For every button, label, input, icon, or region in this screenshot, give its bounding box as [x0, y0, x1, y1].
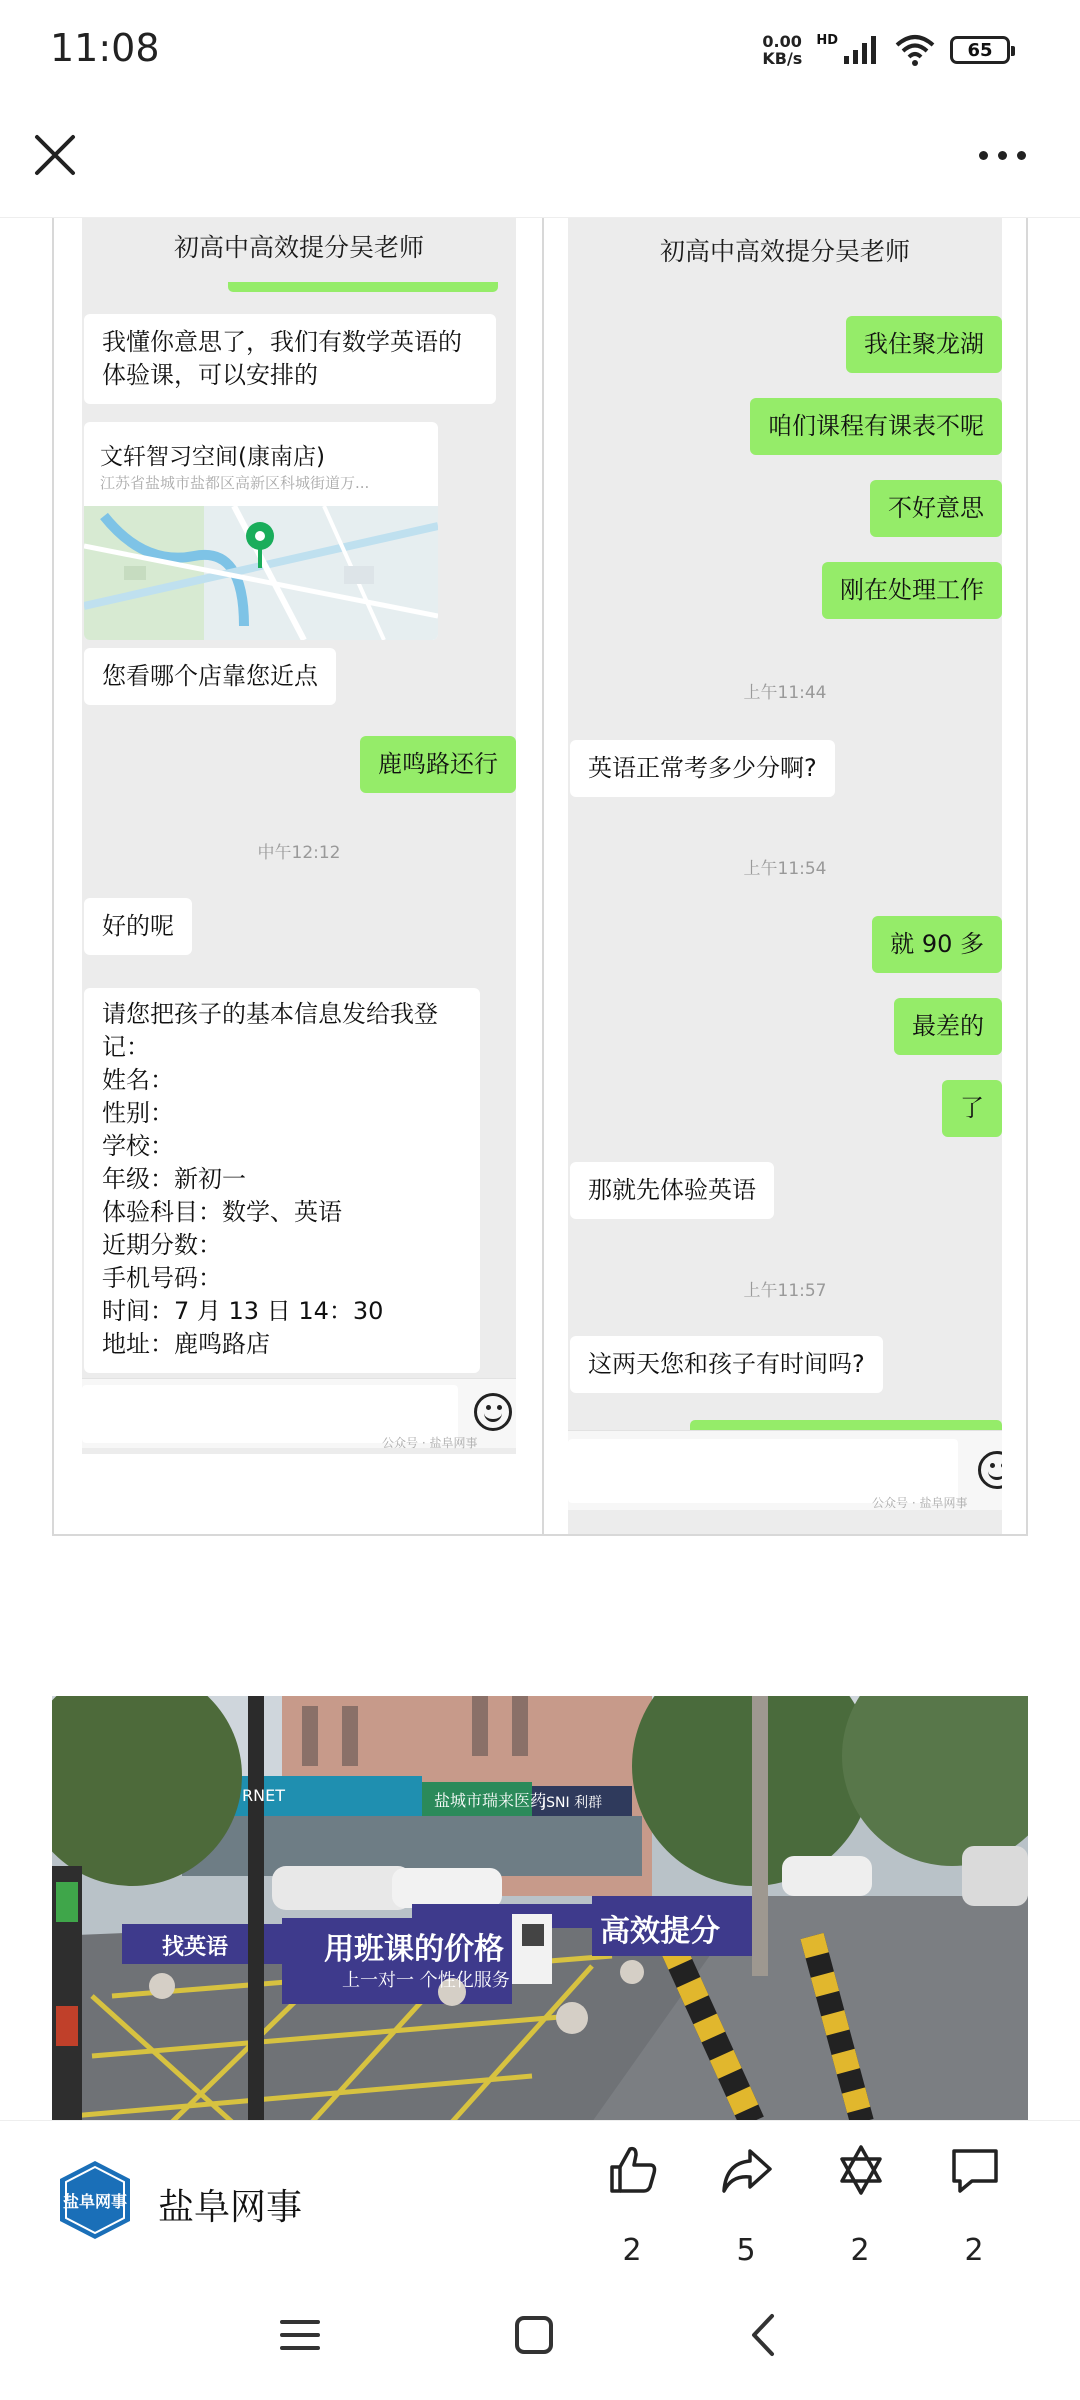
banner-right-text: 高效提分	[600, 1914, 720, 1949]
bubble-line: 学校：	[102, 1132, 174, 1160]
account-avatar[interactable]	[54, 2159, 136, 2241]
wifi-icon	[894, 33, 936, 67]
banner-left-subtext: 上一对一 个性化服务	[342, 1970, 510, 1991]
hexagram-favorite-icon	[834, 2143, 888, 2197]
chat-bubble-partial	[690, 1420, 1002, 1430]
more-options-button[interactable]	[972, 140, 1032, 170]
chat-timestamp: 上午11:44	[743, 683, 827, 703]
network-speed-value: 0.00	[762, 32, 802, 51]
chat-title: 初高中高效提分吴老师	[659, 237, 910, 266]
bubble-line: 姓名：	[102, 1066, 174, 1094]
network-speed-unit: KB/s	[762, 49, 803, 68]
street-photo[interactable]	[52, 1696, 1028, 2122]
shop-sign-rnet: RNET	[242, 1786, 285, 1805]
chat-screenshot-right	[568, 218, 1002, 1534]
emoji-icon	[978, 1451, 1002, 1489]
comment-button[interactable]	[934, 2143, 1014, 2273]
chat-bubble-partial	[228, 282, 498, 292]
chat-bubble-incoming	[84, 314, 496, 404]
home-square-icon	[504, 2310, 564, 2360]
network-speed	[762, 33, 802, 67]
chat-bubble-outgoing: 了	[942, 1080, 1002, 1137]
chat-timestamp: 上午11:54	[743, 859, 827, 879]
account-logo-text: 盐阜网事	[62, 2192, 127, 2211]
top-app-bar	[0, 100, 1080, 218]
watermark: 公众号 · 盐阜网事	[382, 1436, 478, 1450]
location-pin-icon	[244, 520, 276, 570]
back-nav-button[interactable]	[736, 2310, 796, 2360]
battery-level: 65	[967, 39, 993, 61]
bubble-line: 请您把孩子的基本信息发给我登	[102, 1000, 438, 1028]
location-address: 江苏省盐城市盐都区高新区科城街道万...	[100, 474, 370, 492]
panel-divider	[542, 218, 544, 1534]
bubble-line: 体验课，可以安排的	[102, 361, 318, 389]
share-arrow-icon	[720, 2143, 774, 2197]
bubble-line: 时间：7 月 13 日 14：30	[102, 1297, 384, 1325]
bubble-line: 我懂你意思了，我们有数学英语的	[102, 328, 462, 356]
bubble-line: 记：	[102, 1033, 150, 1061]
bubble-line: 地址：鹿鸣路店	[102, 1330, 270, 1358]
chat-bubble-incoming: 好的呢	[84, 898, 192, 955]
chat-timestamp: 中午12:12	[257, 843, 341, 863]
bubble-line: 年级：新初一	[102, 1165, 246, 1193]
emoji-icon	[474, 1393, 512, 1431]
chat-timestamp: 上午11:57	[743, 1281, 827, 1301]
like-button[interactable]	[592, 2143, 672, 2273]
chat-bubble-incoming: 英语正常考多少分啊?	[570, 740, 835, 797]
more-dot	[998, 151, 1007, 160]
chat-title: 初高中高效提分吴老师	[173, 233, 424, 262]
chat-bubble-outgoing: 就 90 多	[872, 916, 1002, 973]
chat-bubble-outgoing: 鹿鸣路还行	[360, 736, 516, 793]
shop-sign-jsni: JSNI 利群	[542, 1795, 603, 1811]
favorite-button[interactable]	[820, 2143, 900, 2273]
shop-sign-pharmacy: 盐城市瑞来医药	[434, 1791, 547, 1810]
status-indicators	[762, 30, 1010, 70]
back-chevron-icon	[736, 2310, 796, 2360]
thumbs-up-icon	[606, 2143, 660, 2197]
bubble-line: 近期分数：	[102, 1231, 222, 1259]
share-count: 5	[736, 2233, 756, 2268]
chat-screenshot-left	[82, 218, 516, 1534]
chat-bubble-incoming: 这两天您和孩子有时间吗?	[570, 1336, 883, 1393]
bubble-line: 性别：	[102, 1099, 174, 1127]
chat-bubble-incoming: 您看哪个店靠您近点	[84, 648, 336, 705]
chat-bubble-outgoing: 我住聚龙湖	[846, 316, 1002, 373]
bubble-line: 手机号码：	[102, 1264, 222, 1292]
menu-lines-icon	[270, 2310, 330, 2360]
chat-bubble-incoming	[84, 988, 480, 1373]
chat-bubble-outgoing: 咱们课程有课表不呢	[750, 398, 1002, 455]
chat-screenshots-image[interactable]	[52, 218, 1028, 1536]
status-time: 11:08	[50, 26, 160, 70]
menu-nav-button[interactable]	[270, 2310, 330, 2360]
account-name[interactable]: 盐阜网事	[158, 2187, 303, 2228]
watermark: 公众号 · 盐阜网事	[872, 1496, 968, 1510]
chat-bubble-outgoing: 最差的	[894, 998, 1002, 1055]
hd-label: HD	[816, 32, 838, 48]
location-name: 文轩智习空间(康南店)	[100, 444, 325, 470]
bubble-line: 体验科目：数学、英语	[102, 1198, 342, 1226]
share-button[interactable]	[706, 2143, 786, 2273]
comment-count: 2	[964, 2233, 984, 2268]
location-card	[84, 422, 438, 640]
status-bar	[0, 0, 1080, 96]
street-scene-illustration	[52, 1696, 1028, 2122]
like-count: 2	[622, 2233, 642, 2268]
comment-bubble-icon	[948, 2143, 1002, 2197]
more-dots-icon	[979, 151, 988, 160]
banner-left-text: 用班课的价格	[324, 1932, 504, 1967]
close-button[interactable]	[28, 128, 82, 182]
system-navigation-bar	[0, 2290, 1080, 2400]
chat-screenshot-bottom	[82, 1454, 516, 1534]
more-dot	[1017, 151, 1026, 160]
signal-icon	[842, 34, 880, 66]
banner-far-left: 找英语	[162, 1935, 229, 1960]
chat-bubble-outgoing: 不好意思	[870, 480, 1002, 537]
battery-icon	[950, 36, 1010, 64]
chat-bubble-incoming: 那就先体验英语	[570, 1162, 774, 1219]
chat-bubble-outgoing: 刚在处理工作	[822, 562, 1002, 619]
favorite-count: 2	[850, 2233, 870, 2268]
home-nav-button[interactable]	[504, 2310, 564, 2360]
article-action-bar	[0, 2120, 1080, 2288]
close-icon	[28, 128, 82, 182]
